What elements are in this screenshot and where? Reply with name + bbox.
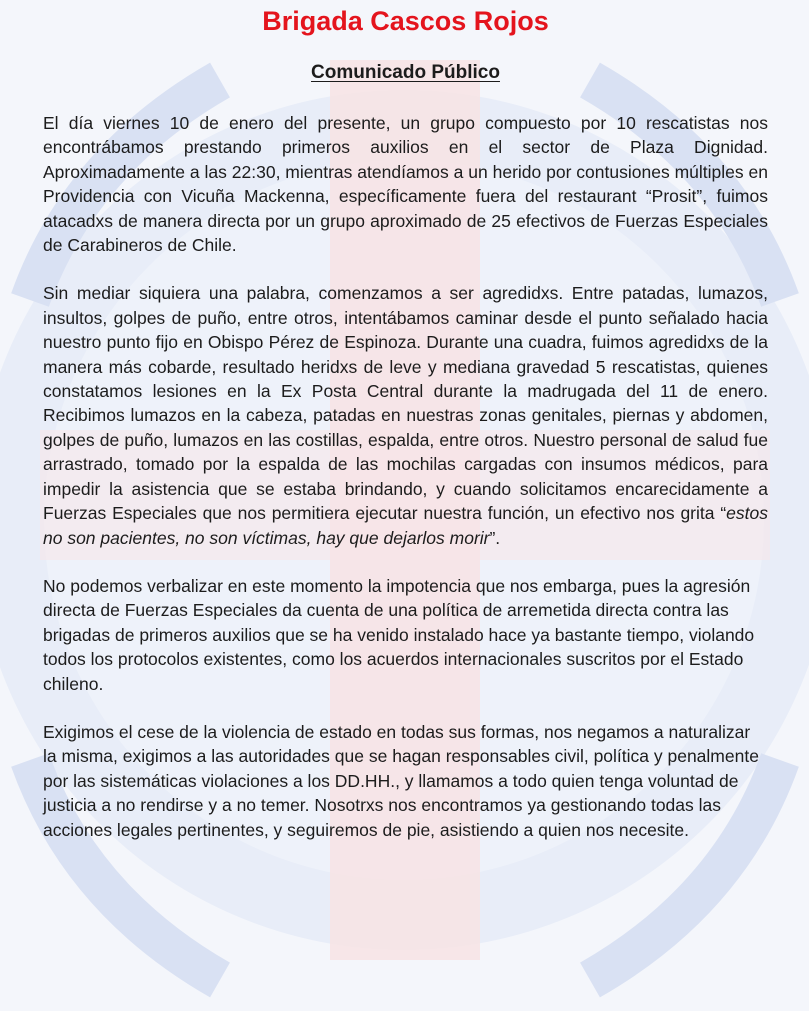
document-subtitle-wrapper <box>43 60 768 90</box>
document-title: Brigada Cascos Rojos <box>262 6 549 36</box>
paragraph-4: Exigimos el cese de la violencia de estado en todas sus formas, nos negamos a naturalizar la misma, exigimos a las autoridades que se hagan responsables civil, política y penalmente por las sistemáticas violaciones a los DD.HH., y llamamos a todo quien tenga voluntad de justicia a no rendirse y a no temer. Nosotrxs nos encontramos ya gestionando todas las acciones legales pertinentes, y seguiremos de pie, asistiendo a quien nos necesite. <box>43 721 759 840</box>
paragraph-2-quote: estos no son pacientes, no son víctimas, hay que dejarlos morir <box>43 503 768 548</box>
paragraph-2-main: Sin mediar siquiera una palabra, comenzamos a ser agredidxs. Entre patadas, lumazos, insultos, golpes de puño, entre otros, intentábamos caminar desde el punto señalado hacia nuestro punto fijo en Obispo Pérez de Espinoza. Durante una cuadra, fuimos agredidxs de la manera más cobarde, resultado heridxs de leve y mediana gravedad 5 rescatistas, quienes constatamos lesiones en la Ex Posta Central durante la madrugada del 11 de enero. Recibimos lumazos en la cabeza, patadas en nuestras zonas genitales, piernas y abdomen, golpes de puño, lumazos en las costillas, espalda, entre otros. Nuestro personal de salud fue arrastrado, tomado por la espalda de las mochilas cargadas con insumos médicos, para impedir la asistencia que se estaba brindando, y cuando solicitamos encarecidamente a Fuerzas Especiales que nos permitiera ejecutar nuestra función, un efectivo nos grita “ <box>43 283 768 524</box>
paragraph-3: No podemos verbalizar en este momento la impotencia que nos embarga, pues la agresión directa de Fuerzas Especiales da cuenta de una política de arremetida directa contra las brigadas de primeros auxilios que se ha venido instalado hace ya bastante tiempo, violando todos los protocolos existentes, como los acuerdos internacionales suscritos por el Estado chileno. <box>43 575 755 694</box>
paragraph-2 <box>43 281 768 549</box>
paragraph-2-end: ”. <box>489 527 501 548</box>
paragraph-1: El día viernes 10 de enero del presente, un grupo compuesto por 10 rescatistas nos encontrábamos prestando primeros auxilios en el sector de Plaza Dignidad. Aproximadamente a las 22:30, mientras atendíamos a un herido por contusiones múltiples en Providencia con Vicuña Mackenna, específicamente fuera del restaurant “Prosit”, fuimos atacadxs de manera directa por un grupo aproximado de 25 efectivos de Fuerzas Especiales de Carabineros de Chile. <box>43 113 768 256</box>
document-subtitle: Comunicado Público <box>311 62 500 83</box>
